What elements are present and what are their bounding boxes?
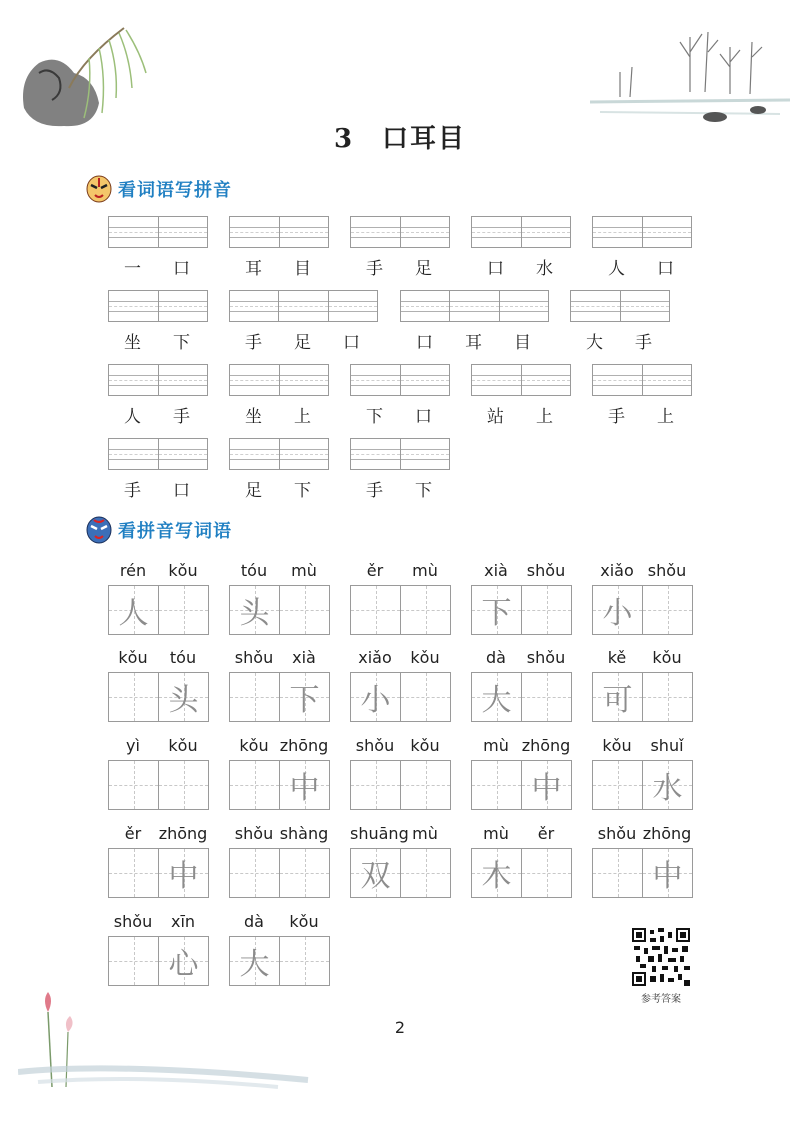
hanzi-character: 手 [635,333,652,353]
tianzige-cell[interactable] [159,849,208,897]
trace-character: 双 [360,859,391,894]
tianzige-cell[interactable] [522,673,571,721]
pinyin-writing-box[interactable] [400,290,549,322]
trace-character: 中 [652,859,683,894]
word-characters [350,476,448,501]
qr-code-icon[interactable] [632,928,690,986]
tianzige-cell[interactable] [401,761,450,809]
trace-character: 人 [118,596,149,631]
pinyin-writing-box[interactable] [592,364,692,396]
pinyin-label [229,736,329,755]
pinyin-syllable: zhōng [158,824,208,843]
hanzi-character: 下 [415,481,432,501]
pinyin-writing-cell[interactable] [351,365,401,395]
pinyin-syllable: kǒu [602,736,632,755]
pinyin-syllable: shǒu [647,561,687,580]
pinyin-writing-cell[interactable] [109,291,159,321]
section-heading-label: 看拼音写词语 [118,521,232,542]
tianzige-cell[interactable] [230,849,280,897]
pinyin-writing-box[interactable] [471,364,571,396]
tianzige-cell[interactable] [230,761,280,809]
hanzi-writing-box[interactable] [471,585,572,635]
pinyin-writing-cell[interactable] [159,291,208,321]
hanzi-character: 足 [294,333,311,353]
pinyin-writing-box[interactable] [108,216,208,248]
pinyin-label [471,648,571,667]
pinyin-label [592,648,692,667]
trace-character: 头 [168,683,199,718]
pinyin-syllable: xiǎo [600,561,634,580]
hanzi-writing-box[interactable] [108,848,209,898]
hanzi-character: 上 [657,407,674,427]
pinyin-syllable: dà [244,912,264,931]
pinyin-writing-cell[interactable] [401,291,450,321]
tianzige-cell[interactable] [109,937,159,985]
pinyin-writing-box[interactable] [471,216,571,248]
hanzi-character: 耳 [465,333,482,353]
hanzi-character: 手 [366,259,383,279]
pinyin-syllable: xīn [170,912,196,931]
pinyin-writing-cell[interactable] [351,217,401,247]
hanzi-writing-box[interactable] [350,848,451,898]
pinyin-syllable: kǒu [168,561,198,580]
pinyin-writing-cell[interactable] [450,291,499,321]
pinyin-syllable: zhōng [279,736,329,755]
tianzige-cell[interactable] [280,937,329,985]
hanzi-character: 手 [173,407,190,427]
tianzige-cell[interactable] [351,849,401,897]
word-characters [229,476,327,501]
trace-character: 水 [652,771,683,806]
hanzi-character: 耳 [245,259,262,279]
pinyin-writing-cell[interactable] [109,365,159,395]
pinyin-syllable: shǒu [526,648,566,667]
lesson-title: 3 口耳目 [333,124,467,154]
word-characters [108,328,206,353]
hanzi-character: 口 [487,259,504,279]
pinyin-label [592,561,692,580]
word-characters [350,254,448,279]
pinyin-label [108,824,208,843]
pinyin-syllable: xià [484,561,508,580]
tianzige-cell[interactable] [643,849,692,897]
pinyin-writing-cell[interactable] [279,291,328,321]
pinyin-label [108,561,208,580]
pinyin-label [471,561,571,580]
trace-character: 中 [531,771,562,806]
trace-character: 下 [289,683,320,718]
opera-mask-icon [86,175,112,203]
pinyin-syllable: zhōng [642,824,692,843]
trace-character: 中 [168,859,199,894]
trace-character: 下 [481,596,512,631]
tianzige-cell[interactable] [472,673,522,721]
tianzige-cell[interactable] [351,586,401,634]
word-characters [229,402,327,427]
pinyin-label [350,736,450,755]
tianzige-cell[interactable] [280,586,329,634]
tianzige-cell[interactable] [522,586,571,634]
tianzige-cell[interactable] [643,761,692,809]
pinyin-writing-cell[interactable] [571,291,621,321]
pinyin-syllable: kǒu [239,736,269,755]
hanzi-writing-box[interactable] [350,672,451,722]
pinyin-writing-cell[interactable] [159,217,208,247]
pinyin-label [229,912,329,931]
pinyin-writing-box[interactable] [229,216,329,248]
pinyin-syllable: rén [119,561,147,580]
pinyin-syllable: ěr [124,824,142,843]
lotus-illustration [18,992,318,1092]
hanzi-character: 上 [294,407,311,427]
section-heading-2 [86,514,232,546]
pinyin-label [229,648,329,667]
pinyin-writing-cell[interactable] [401,439,450,469]
hanzi-character: 口 [416,333,433,353]
hanzi-writing-box[interactable] [108,760,209,810]
trace-character: 大 [239,947,270,982]
hanzi-writing-box[interactable] [471,760,572,810]
pinyin-label [229,824,329,843]
hanzi-writing-box[interactable] [229,585,330,635]
pinyin-syllable: shǒu [234,648,274,667]
hanzi-character: 口 [173,481,190,501]
pinyin-writing-cell[interactable] [401,365,450,395]
pinyin-writing-box[interactable] [108,438,208,470]
pinyin-syllable: xiǎo [358,648,392,667]
pinyin-syllable: kǒu [118,648,148,667]
hanzi-character: 站 [487,407,504,427]
hanzi-writing-box[interactable] [592,848,693,898]
pinyin-writing-cell[interactable] [472,365,522,395]
lake-trees-illustration [590,22,790,132]
tianzige-cell[interactable] [230,586,280,634]
pinyin-writing-cell[interactable] [230,439,280,469]
word-characters [108,254,206,279]
pinyin-writing-cell[interactable] [522,217,571,247]
pinyin-writing-cell[interactable] [109,217,159,247]
hanzi-writing-box[interactable] [108,585,209,635]
hanzi-writing-box[interactable] [108,936,209,986]
pinyin-writing-cell[interactable] [230,217,280,247]
hanzi-character: 手 [366,481,383,501]
hanzi-character: 上 [536,407,553,427]
pinyin-writing-cell[interactable] [500,291,548,321]
pinyin-label [592,824,692,843]
trace-character: 小 [360,683,391,718]
pinyin-syllable: mù [291,561,317,580]
pinyin-label [471,736,571,755]
section-heading-label: 看词语写拼音 [118,180,232,201]
tianzige-cell[interactable] [159,937,208,985]
hanzi-character: 下 [294,481,311,501]
tianzige-cell[interactable] [472,761,522,809]
pinyin-label [592,736,692,755]
hanzi-writing-box[interactable] [229,760,330,810]
hanzi-writing-box[interactable] [471,672,572,722]
tianzige-cell[interactable] [643,673,692,721]
pinyin-label [108,736,208,755]
pinyin-writing-cell[interactable] [109,439,159,469]
pinyin-writing-cell[interactable] [522,365,571,395]
pinyin-label [350,561,450,580]
pinyin-writing-cell[interactable] [159,365,208,395]
qr-caption: 参考答案 [641,994,681,1005]
pinyin-label [229,561,329,580]
tianzige-cell[interactable] [593,586,643,634]
word-characters [350,402,448,427]
pinyin-writing-box[interactable] [108,364,208,396]
hanzi-character: 手 [608,407,625,427]
word-characters [108,402,206,427]
pinyin-writing-box[interactable] [592,216,692,248]
pinyin-writing-box[interactable] [350,364,450,396]
hanzi-character: 手 [124,481,141,501]
tianzige-cell[interactable] [109,761,159,809]
pinyin-writing-cell[interactable] [329,291,377,321]
pinyin-syllable: kǒu [168,736,198,755]
pinyin-syllable: zhōng [521,736,571,755]
trace-character: 心 [168,947,199,982]
pinyin-syllable: tóu [169,648,197,667]
pinyin-writing-box[interactable] [108,290,208,322]
hanzi-character: 大 [586,333,603,353]
pinyin-syllable: mù [412,561,438,580]
hanzi-character: 一 [124,259,141,279]
hanzi-writing-box[interactable] [592,585,693,635]
pinyin-syllable: shuǐ [650,736,684,755]
pinyin-syllable: shàng [279,824,329,843]
hanzi-character: 水 [536,259,553,279]
pinyin-writing-cell[interactable] [401,217,450,247]
hanzi-character: 人 [608,259,625,279]
tianzige-cell[interactable] [351,761,401,809]
word-characters [229,254,327,279]
pinyin-syllable: ěr [537,824,555,843]
tianzige-cell[interactable] [109,849,159,897]
hanzi-writing-box[interactable] [229,672,330,722]
tianzige-cell[interactable] [230,937,280,985]
hanzi-writing-box[interactable] [350,760,451,810]
pinyin-writing-box[interactable] [570,290,670,322]
hanzi-character: 口 [343,333,360,353]
tianzige-cell[interactable] [522,849,571,897]
hanzi-writing-box[interactable] [229,936,330,986]
hanzi-character: 坐 [124,333,141,353]
tianzige-cell[interactable] [280,673,329,721]
pinyin-label [350,824,450,843]
word-characters [592,402,690,427]
tianzige-cell[interactable] [593,849,643,897]
hanzi-character: 下 [173,333,190,353]
pinyin-writing-box[interactable] [229,290,378,322]
pinyin-writing-cell[interactable] [593,217,643,247]
hanzi-character: 口 [657,259,674,279]
hanzi-character: 口 [415,407,432,427]
trace-character: 木 [481,859,512,894]
pinyin-label [471,824,571,843]
hanzi-character: 口 [173,259,190,279]
pinyin-writing-cell[interactable] [280,217,329,247]
pinyin-writing-cell[interactable] [621,291,670,321]
trace-character: 头 [239,596,270,631]
pinyin-syllable: shuāng [350,824,409,843]
word-characters [570,328,668,353]
tianzige-cell[interactable] [109,673,159,721]
hanzi-character: 人 [124,407,141,427]
pinyin-syllable: ěr [366,561,384,580]
hanzi-character: 目 [514,333,531,353]
hanzi-character: 目 [294,259,311,279]
pinyin-writing-cell[interactable] [280,365,329,395]
page-number: 2 [394,1018,406,1037]
pinyin-syllable: kǒu [410,736,440,755]
trace-character: 大 [481,683,512,718]
tianzige-cell[interactable] [159,673,208,721]
pinyin-writing-cell[interactable] [351,439,401,469]
pinyin-syllable: dà [486,648,506,667]
pinyin-syllable: shǒu [355,736,395,755]
trace-character: 可 [602,683,633,718]
pinyin-syllable: shǒu [234,824,274,843]
pinyin-label [108,912,208,931]
tianzige-cell[interactable] [593,761,643,809]
hanzi-writing-box[interactable] [108,672,209,722]
pinyin-writing-cell[interactable] [230,365,280,395]
pinyin-syllable: yì [126,736,140,755]
word-characters [592,254,690,279]
pinyin-syllable: kǒu [652,648,682,667]
tianzige-cell[interactable] [401,849,450,897]
section-heading-1 [86,173,232,205]
pinyin-syllable: shǒu [526,561,566,580]
hanzi-writing-box[interactable] [229,848,330,898]
word-characters [229,328,376,353]
pinyin-syllable: kǒu [410,648,440,667]
tianzige-cell[interactable] [351,673,401,721]
pinyin-writing-cell[interactable] [230,291,279,321]
pinyin-syllable: shǒu [597,824,637,843]
pinyin-writing-box[interactable] [229,364,329,396]
tianzige-cell[interactable] [280,849,329,897]
tianzige-cell[interactable] [593,673,643,721]
word-characters [108,476,206,501]
hanzi-character: 坐 [245,407,262,427]
pinyin-writing-cell[interactable] [472,217,522,247]
tianzige-cell[interactable] [159,586,208,634]
pinyin-syllable: mù [483,824,509,843]
pinyin-writing-box[interactable] [350,216,450,248]
hanzi-writing-box[interactable] [350,585,451,635]
pinyin-writing-cell[interactable] [643,217,692,247]
pinyin-syllable: mù [412,824,438,843]
hanzi-character: 足 [415,259,432,279]
tianzige-cell[interactable] [522,761,571,809]
pinyin-syllable: mù [483,736,509,755]
word-characters [471,402,569,427]
word-characters [471,254,569,279]
pinyin-writing-cell[interactable] [593,365,643,395]
tianzige-cell[interactable] [280,761,329,809]
pinyin-writing-box[interactable] [229,438,329,470]
tianzige-cell[interactable] [109,586,159,634]
hanzi-writing-box[interactable] [471,848,572,898]
pinyin-label [350,648,450,667]
hanzi-character: 下 [366,407,383,427]
word-characters [400,328,547,353]
pinyin-writing-box[interactable] [350,438,450,470]
pinyin-writing-cell[interactable] [280,439,329,469]
pinyin-syllable: xià [292,648,316,667]
hanzi-writing-box[interactable] [592,760,693,810]
hanzi-character: 足 [245,481,262,501]
pinyin-syllable: tóu [240,561,268,580]
trace-character: 中 [289,771,320,806]
pinyin-writing-cell[interactable] [159,439,208,469]
pinyin-syllable: kǒu [289,912,319,931]
pinyin-label [108,648,208,667]
tianzige-cell[interactable] [230,673,280,721]
opera-mask-icon [86,516,112,544]
tianzige-cell[interactable] [401,586,450,634]
pinyin-writing-cell[interactable] [643,365,692,395]
pinyin-syllable: shǒu [113,912,153,931]
hanzi-writing-box[interactable] [592,672,693,722]
pinyin-syllable: kě [607,648,627,667]
tianzige-cell[interactable] [401,673,450,721]
tianzige-cell[interactable] [643,586,692,634]
trace-character: 小 [602,596,633,631]
hanzi-character: 手 [245,333,262,353]
tianzige-cell[interactable] [472,849,522,897]
tianzige-cell[interactable] [472,586,522,634]
tianzige-cell[interactable] [159,761,208,809]
